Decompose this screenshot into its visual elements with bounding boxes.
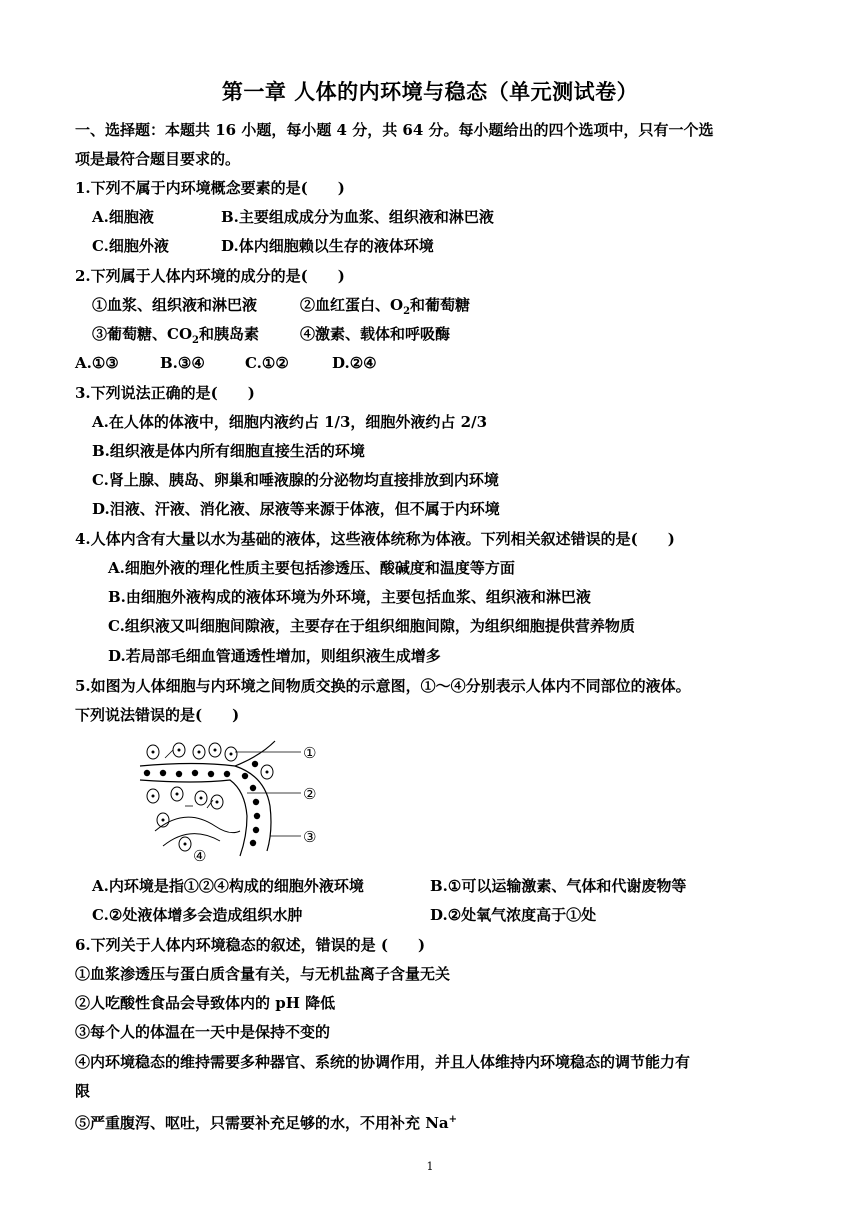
q5-option-c: C.②处液体增多会造成组织水肿: [92, 906, 303, 924]
diagram-label-2: ②: [303, 785, 317, 803]
q5-option-b: B.①可以运输激素、气体和代谢废物等: [430, 877, 687, 895]
q5-option-a: A.内环境是指①②④构成的细胞外液环境: [92, 877, 364, 895]
q4-option-c: C.组织液又叫细胞间隙液，主要存在于组织细胞间隙，为组织细胞提供营养物质: [108, 617, 635, 635]
diagram-label-3: ③: [303, 828, 317, 846]
q6-statement-5: ⑤严重腹泻、呕吐，只需要补充足够的水，不用补充 Na+: [75, 1114, 458, 1132]
q2-item2: ②血红蛋白、$O_2$和葡萄糖: [300, 296, 471, 317]
page-title: 第一章 人体的内环境与稳态（单元测试卷）: [221, 80, 639, 104]
q4-option-a: A.细胞外液的理化性质主要包括渗透压、酸碱度和温度等方面: [108, 559, 515, 577]
q2-option-a: A.①③: [75, 354, 119, 372]
q4-stem: 4.人体内含有大量以水为基础的液体，这些液体统称为体液。下列相关叙述错误的是( ): [75, 530, 675, 548]
q6-statement-1: ①血浆渗透压与蛋白质含量有关，与无机盐离子含量无关: [75, 965, 451, 983]
q6-statement-4-line1: ④内环境稳态的维持需要多种器官、系统的协调作用，并且人体维持内环境稳态的调节能力有: [75, 1053, 691, 1071]
q4-option-b: B.由细胞外液构成的液体环境为外环境，主要包括血浆、组织液和淋巴液: [108, 588, 591, 606]
q2-option-c: C.①②: [245, 354, 289, 372]
diagram-label-4: ④: [193, 847, 207, 864]
q4-option-d: D.若局部毛细血管通透性增加，则组织液生成增多: [108, 647, 441, 665]
q1-option-a: A.细胞液: [92, 208, 154, 226]
q2-option-b: B.③④: [160, 354, 205, 372]
q5-stem-line1: 5.如图为人体细胞与内环境之间物质交换的示意图，①～④分别表示人体内不同部位的液体。: [75, 677, 691, 695]
q2-item4: ④激素、载体和呼吸酶: [300, 325, 451, 343]
q2-stem: 2.下列属于人体内环境的成分的是( ): [75, 267, 345, 285]
q6-statement-4-line2: 限: [75, 1082, 91, 1100]
q2-option-d: D.②④: [332, 354, 377, 372]
q6-statement-2: ②人吃酸性食品会导致体内的 pH 降低: [75, 994, 336, 1012]
q2-item1: ①血浆、组织液和淋巴液: [92, 296, 258, 314]
q1-option-d: D.体内细胞赖以生存的液体环境: [221, 237, 434, 255]
q3-option-b: B.组织液是体内所有细胞直接生活的环境: [92, 442, 365, 460]
diagram-label-1: ①: [303, 744, 317, 762]
q1-stem: 1.下列不属于内环境概念要素的是( ): [75, 179, 345, 197]
q5-stem-line2: 下列说法错误的是( ): [75, 706, 240, 724]
q1-option-b: B.主要组成成分为血浆、组织液和淋巴液: [221, 208, 494, 226]
q3-option-a: A.在人体的体液中，细胞内液约占 1/3，细胞外液约占 2/3: [92, 413, 488, 431]
section-header-line1: 一、选择题：本题共 16 小题，每小题 4 分，共 64 分。每小题给出的四个选项中，只有一个选: [75, 121, 714, 139]
q6-stem: 6.下列关于人体内环境稳态的叙述，错误的是 ( ): [75, 936, 426, 954]
q1-option-c: C.细胞外液: [92, 237, 169, 255]
q5-option-d: D.②处氧气浓度高于①处: [430, 906, 597, 924]
section-header-line2: 项是最符合题目要求的。: [75, 150, 241, 168]
q3-option-c: C.肾上腺、胰岛、卵巢和唾液腺的分泌物均直接排放到内环境: [92, 471, 499, 489]
q6-statement-3: ③每个人的体温在一天中是保持不变的: [75, 1023, 331, 1041]
page-number: 1: [426, 1160, 434, 1173]
q2-item3: ③葡萄糖、$CO_2$和胰岛素: [92, 325, 259, 346]
q3-option-d: D.泪液、汗液、消化液、尿液等来源于体液，但不属于内环境: [92, 500, 500, 518]
exchange-diagram: [135, 736, 335, 864]
q3-stem: 3.下列说法正确的是( ): [75, 384, 255, 402]
